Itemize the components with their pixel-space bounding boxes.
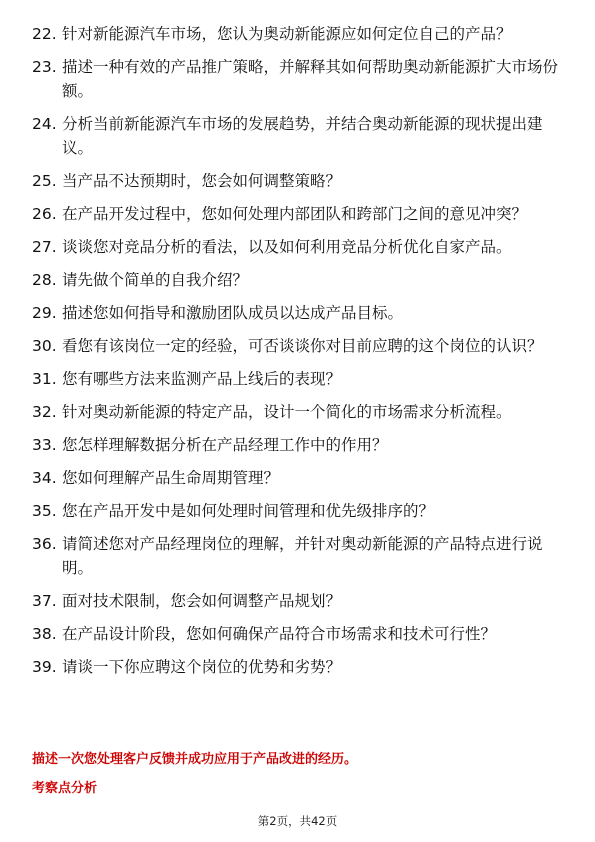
question-text: 谈谈您对竞品分析的看法，以及如何利用竞品分析优化自家产品。 bbox=[62, 238, 512, 256]
question-number: 23. bbox=[32, 58, 57, 76]
question-item bbox=[32, 499, 562, 523]
question-text: 您怎样理解数据分析在产品经理工作中的作用？ bbox=[62, 436, 388, 454]
question-list bbox=[32, 22, 562, 688]
question-item bbox=[32, 433, 562, 457]
question-number: 28. bbox=[32, 271, 57, 289]
question-text: 您在产品开发中是如何处理时间管理和优先级排序的？ bbox=[62, 502, 435, 520]
question-number: 30. bbox=[32, 337, 57, 355]
question-text: 分析当前新能源汽车市场的发展趋势，并结合奥动新能源的现状提出建议。 bbox=[62, 115, 543, 157]
question-number: 31. bbox=[32, 370, 57, 388]
question-text: 您如何理解产品生命周期管理？ bbox=[62, 469, 280, 487]
page-footer: 第2页，共42页 bbox=[257, 814, 338, 828]
question-number: 24. bbox=[32, 115, 57, 133]
question-number: 25. bbox=[32, 172, 57, 190]
question-text: 在产品开发过程中，您如何处理内部团队和跨部门之间的意见冲突？ bbox=[62, 205, 528, 223]
analysis-heading: 考察点分析 bbox=[32, 781, 98, 796]
question-item bbox=[32, 655, 562, 679]
question-text: 描述您如何指导和激励团队成员以达成产品目标。 bbox=[62, 304, 404, 322]
question-item bbox=[32, 532, 562, 580]
question-item bbox=[32, 466, 562, 490]
question-item bbox=[32, 367, 562, 391]
question-number: 32. bbox=[32, 403, 57, 421]
question-text: 描述一种有效的产品推广策略，并解释其如何帮助奥动新能源扩大市场份额。 bbox=[62, 58, 559, 100]
question-number: 26. bbox=[32, 205, 57, 223]
question-text: 针对奥动新能源的特定产品，设计一个简化的市场需求分析流程。 bbox=[62, 403, 512, 421]
question-text: 您有哪些方法来监测产品上线后的表现？ bbox=[62, 370, 342, 388]
question-item bbox=[32, 589, 562, 613]
question-number: 35. bbox=[32, 502, 57, 520]
question-text: 针对新能源汽车市场，您认为奥动新能源应如何定位自己的产品？ bbox=[62, 25, 512, 43]
question-item bbox=[32, 22, 562, 46]
highlight-question: 描述一次您处理客户反馈并成功应用于产品改进的经历。 bbox=[32, 752, 358, 767]
question-item bbox=[32, 334, 562, 358]
question-text: 看您有该岗位一定的经验，可否谈谈你对目前应聘的这个岗位的认识？ bbox=[62, 337, 543, 355]
question-text: 在产品设计阶段，您如何确保产品符合市场需求和技术可行性？ bbox=[62, 625, 497, 643]
question-number: 34. bbox=[32, 469, 57, 487]
question-item bbox=[32, 169, 562, 193]
question-item bbox=[32, 112, 562, 160]
question-item bbox=[32, 202, 562, 226]
question-text: 面对技术限制，您会如何调整产品规划？ bbox=[62, 592, 342, 610]
question-item bbox=[32, 301, 562, 325]
question-text: 请简述您对产品经理岗位的理解，并针对奥动新能源的产品特点进行说明。 bbox=[62, 535, 543, 577]
question-number: 29. bbox=[32, 304, 57, 322]
question-number: 36. bbox=[32, 535, 57, 553]
question-item bbox=[32, 55, 562, 103]
question-text: 请先做个简单的自我介绍？ bbox=[62, 271, 249, 289]
question-text: 请谈一下你应聘这个岗位的优势和劣势？ bbox=[62, 658, 342, 676]
question-item bbox=[32, 235, 562, 259]
question-number: 37. bbox=[32, 592, 57, 610]
question-number: 22. bbox=[32, 25, 57, 43]
question-number: 38. bbox=[32, 625, 57, 643]
question-item bbox=[32, 268, 562, 292]
question-number: 33. bbox=[32, 436, 57, 454]
question-item bbox=[32, 400, 562, 424]
question-number: 27. bbox=[32, 238, 57, 256]
question-text: 当产品不达预期时，您会如何调整策略？ bbox=[62, 172, 342, 190]
question-number: 39. bbox=[32, 658, 57, 676]
question-item bbox=[32, 622, 562, 646]
